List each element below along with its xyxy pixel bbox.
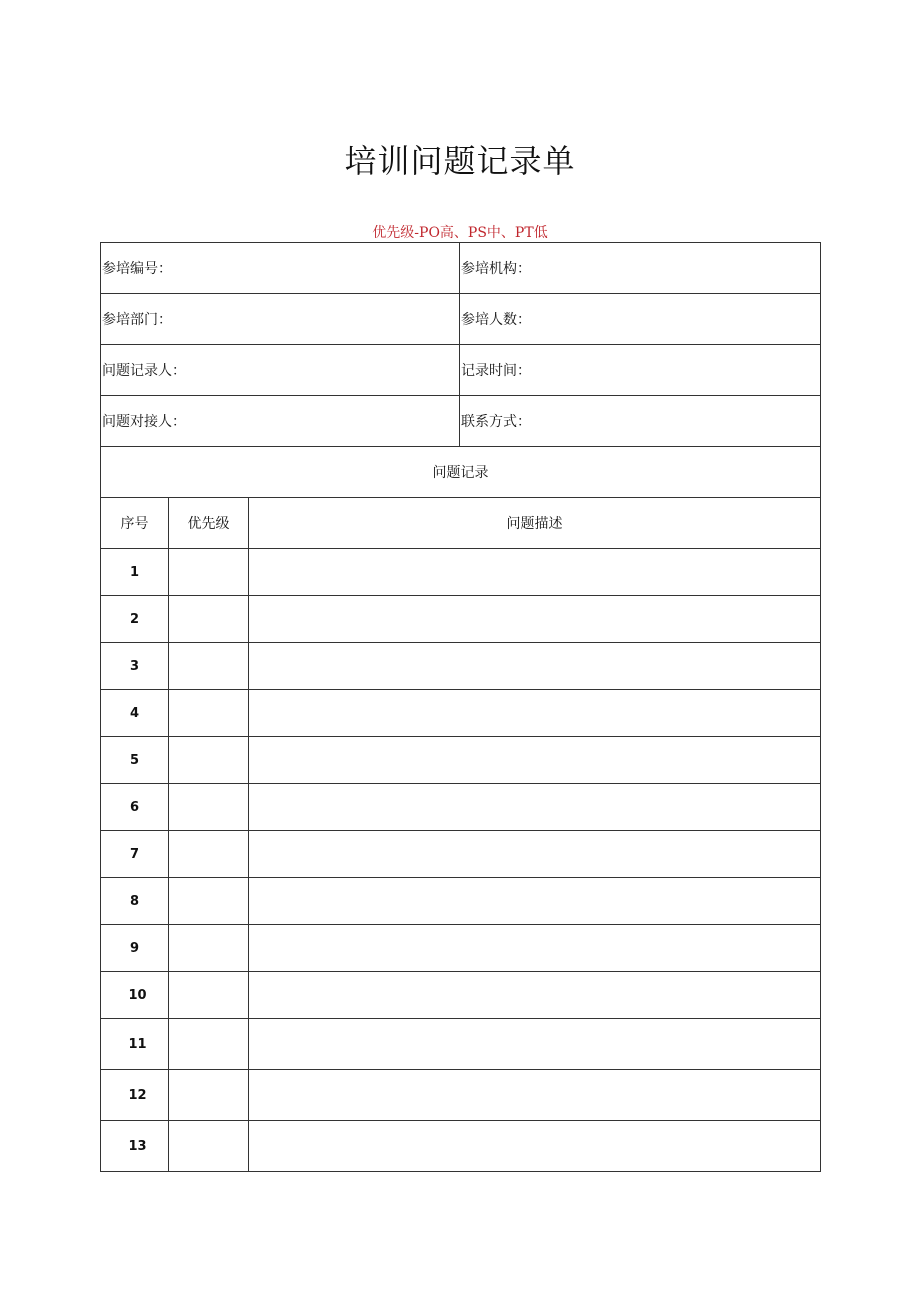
description-cell[interactable] xyxy=(249,1070,821,1121)
description-cell[interactable] xyxy=(249,549,821,596)
table-row xyxy=(101,1070,821,1121)
page-title: 培训问题记录单 xyxy=(344,142,576,180)
priority-cell[interactable] xyxy=(169,1070,249,1121)
description-cell[interactable] xyxy=(249,643,821,690)
priority-cell[interactable] xyxy=(169,972,249,1019)
priority-cell[interactable] xyxy=(169,1121,249,1172)
description-cell[interactable] xyxy=(249,831,821,878)
section-header-row xyxy=(101,447,821,498)
contact-method-field[interactable]: 联系方式： xyxy=(460,396,821,447)
row-number: 13 xyxy=(101,1121,169,1172)
row-number: 7 xyxy=(101,831,169,878)
description-cell[interactable] xyxy=(249,737,821,784)
column-header-description: 问题描述 xyxy=(249,498,821,549)
priority-cell[interactable] xyxy=(169,549,249,596)
priority-cell[interactable] xyxy=(169,878,249,925)
problem-record-form xyxy=(100,242,821,1172)
info-row xyxy=(101,396,821,447)
table-row xyxy=(101,972,821,1019)
table-row xyxy=(101,784,821,831)
training-dept-field[interactable]: 参培部门： xyxy=(101,294,460,345)
table-row xyxy=(101,1019,821,1070)
table-row xyxy=(101,549,821,596)
contact-person-field[interactable]: 问题对接人： xyxy=(101,396,460,447)
priority-cell[interactable] xyxy=(169,596,249,643)
table-row xyxy=(101,643,821,690)
training-org-field[interactable]: 参培机构： xyxy=(460,243,821,294)
table-row xyxy=(101,737,821,784)
row-number: 8 xyxy=(101,878,169,925)
recorder-field[interactable]: 问题记录人： xyxy=(101,345,460,396)
table-row xyxy=(101,596,821,643)
row-number: 3 xyxy=(101,643,169,690)
row-number: 10 xyxy=(101,972,169,1019)
description-cell[interactable] xyxy=(249,878,821,925)
priority-legend: 优先级-PO高、PS中、PT低 xyxy=(372,225,548,241)
column-header-priority: 优先级 xyxy=(169,498,249,549)
record-time-field[interactable]: 记录时间： xyxy=(460,345,821,396)
column-header-index: 序号 xyxy=(101,498,169,549)
priority-cell[interactable] xyxy=(169,1019,249,1070)
row-number: 6 xyxy=(101,784,169,831)
column-header-row xyxy=(101,498,821,549)
description-cell[interactable] xyxy=(249,925,821,972)
row-number: 1 xyxy=(101,549,169,596)
priority-cell[interactable] xyxy=(169,690,249,737)
row-number: 2 xyxy=(101,596,169,643)
priority-cell[interactable] xyxy=(169,784,249,831)
row-number: 4 xyxy=(101,690,169,737)
row-number: 12 xyxy=(101,1070,169,1121)
description-cell[interactable] xyxy=(249,1121,821,1172)
priority-cell[interactable] xyxy=(169,831,249,878)
training-id-field[interactable]: 参培编号： xyxy=(101,243,460,294)
table-row xyxy=(101,1121,821,1172)
description-cell[interactable] xyxy=(249,1019,821,1070)
table-row xyxy=(101,690,821,737)
row-number: 5 xyxy=(101,737,169,784)
row-number: 11 xyxy=(101,1019,169,1070)
info-row xyxy=(101,345,821,396)
description-cell[interactable] xyxy=(249,972,821,1019)
table-row xyxy=(101,878,821,925)
row-number: 9 xyxy=(101,925,169,972)
table-row xyxy=(101,925,821,972)
priority-cell[interactable] xyxy=(169,643,249,690)
priority-cell[interactable] xyxy=(169,737,249,784)
description-cell[interactable] xyxy=(249,784,821,831)
info-row xyxy=(101,294,821,345)
section-title: 问题记录 xyxy=(101,447,821,498)
description-cell[interactable] xyxy=(249,690,821,737)
table-row xyxy=(101,831,821,878)
participant-count-field[interactable]: 参培人数： xyxy=(460,294,821,345)
priority-cell[interactable] xyxy=(169,925,249,972)
description-cell[interactable] xyxy=(249,596,821,643)
info-row xyxy=(101,243,821,294)
